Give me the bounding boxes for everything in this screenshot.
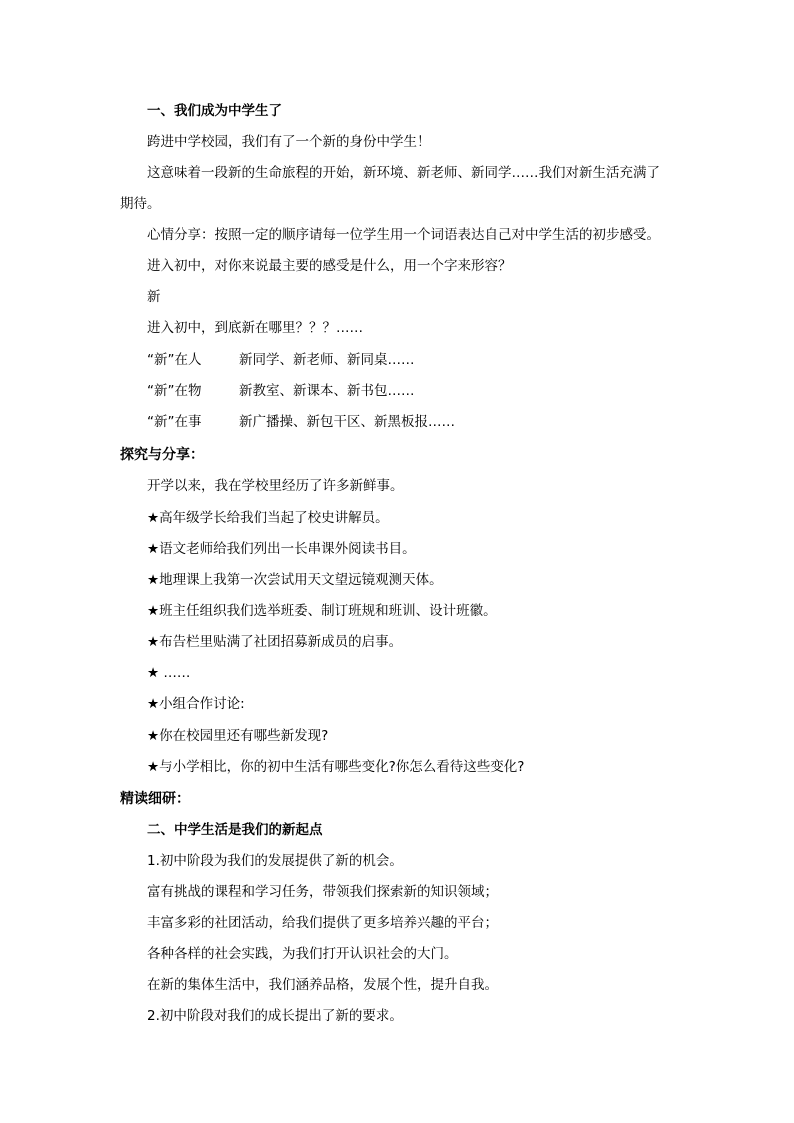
row-text: 新广播操、新包干区、新黑板报…… [239, 414, 455, 430]
row-label: “新”在事 [147, 414, 202, 430]
list-item: ★ …… [147, 665, 191, 681]
paragraph: 在新的集体生活中，我们涵养品格，发展个性，提升自我。 [147, 977, 498, 993]
paragraph-continuation: 期待。 [120, 196, 161, 212]
row-label: “新”在物 [147, 383, 202, 399]
paragraph: 开学以来，我在学校里经历了许多新鲜事。 [147, 478, 404, 494]
list-item: ★地理课上我第一次尝试用天文望远镜观测天体。 [147, 572, 443, 588]
section-heading-2: 探究与分享： [120, 447, 204, 463]
paragraph: 心情分享：按照一定的顺序请每一位学生用一个词语表达自己对中学生活的初步感受。 [147, 227, 660, 243]
list-item [147, 413, 707, 431]
list-item: ★布告栏里贴满了社团招募新成员的启事。 [147, 634, 403, 650]
list-item [147, 351, 707, 369]
paragraph: 跨进中学校园，我们有了一个新的身份中学生！ [147, 134, 431, 150]
paragraph: 进入初中，对你来说最主要的感受是什么，用一个字来形容？ [147, 258, 512, 274]
row-text: 新教室、新课本、新书包…… [239, 383, 415, 399]
paragraph: 进入初中，到底新在哪里？？？…… [147, 320, 363, 336]
list-item: ★与小学相比，你的初中生活有哪些变化?你怎么看待这些变化? [147, 759, 525, 775]
list-item: ★班主任组织我们选举班委、制订班规和班训、设计班徽。 [147, 603, 497, 619]
row-text: 新同学、新老师、新同桌…… [239, 352, 415, 368]
paragraph: 1.初中阶段为我们的发展提供了新的机会。 [147, 853, 403, 869]
list-item: ★你在校园里还有哪些新发现? [147, 728, 329, 744]
paragraph: 这意味着一段新的生命旅程的开始，新环境、新老师、新同学……我们对新生活充满了 [147, 165, 660, 181]
section-heading-1: 一、我们成为中学生了 [147, 103, 282, 119]
list-item: ★语文老师给我们列出一长串课外阅读书目。 [147, 541, 416, 557]
paragraph: 各种各样的社会实践，为我们打开认识社会的大门。 [147, 946, 458, 962]
section-heading-3: 精读细研： [120, 791, 190, 807]
paragraph: 富有挑战的课程和学习任务，带领我们探索新的知识领域； [147, 884, 498, 900]
subsection-heading: 二、中学生活是我们的新起点 [147, 822, 323, 838]
list-item: ★高年级学长给我们当起了校史讲解员。 [147, 510, 389, 526]
paragraph: 2.初中阶段对我们的成长提出了新的要求。 [147, 1008, 403, 1024]
paragraph: 丰富多彩的社团活动，给我们提供了更多培养兴趣的平台； [147, 915, 498, 931]
paragraph: 新 [147, 289, 161, 305]
list-item: ★小组合作讨论: [147, 696, 245, 712]
list-item [147, 382, 707, 400]
row-label: “新”在人 [147, 352, 202, 368]
